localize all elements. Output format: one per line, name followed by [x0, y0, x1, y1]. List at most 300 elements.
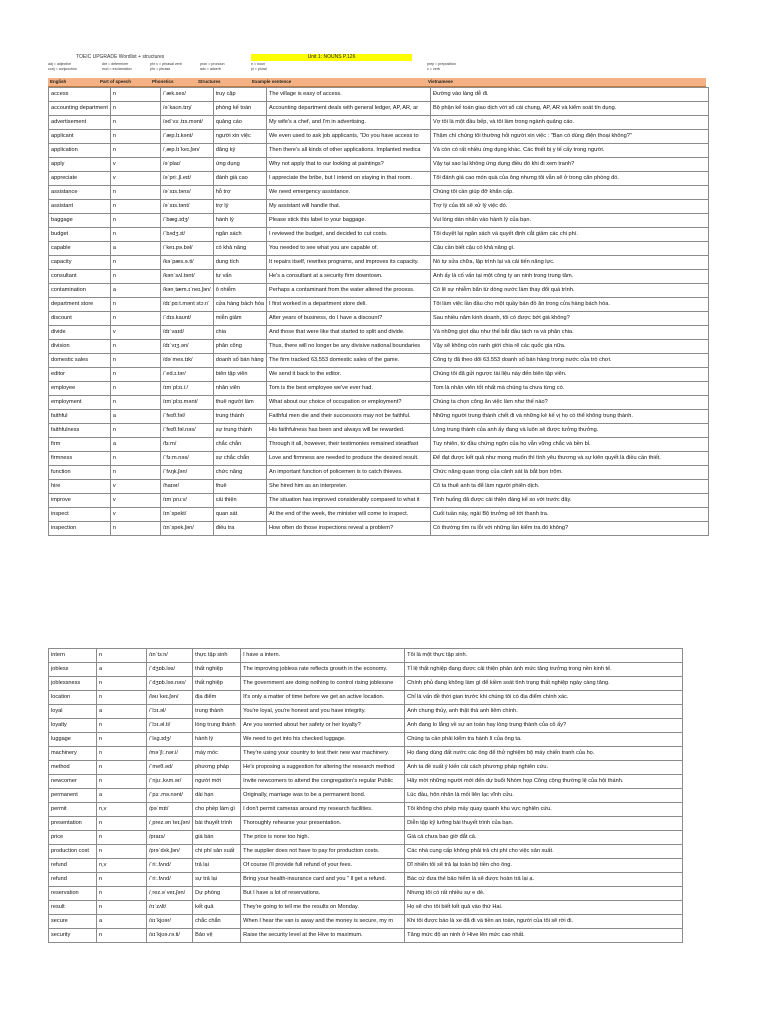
- phonetics-cell: /məˈʃiː.nər.i/: [147, 747, 193, 761]
- vietnamese-cell: Lúc đầu, hôn nhân là mối liên lạc vĩnh cửu.: [405, 789, 683, 803]
- legend-item: excl = exclamation: [102, 67, 132, 71]
- example-cell: After years of business, do I have a discount?: [266, 312, 430, 326]
- vietnamese-cell: Dĩ nhiên tôi sẽ trả lại toàn bộ tiền cho ông.: [405, 859, 683, 873]
- vietnamese-cell: Thậm chí chúng tôi thường hỏi người xin việc : "Bạn có dùng điện thoại không?": [430, 130, 708, 144]
- structure-cell: doanh số bán hàng: [213, 354, 266, 368]
- pos-cell: n: [97, 775, 147, 789]
- vietnamese-cell: Khi tôi được báo là xe đã đi và tiền an toàn, người của tôi sẽ rời đi.: [405, 915, 683, 929]
- vietnamese-cell: Tăng mức độ an ninh ở Hive lên mức cao nhất.: [405, 929, 683, 943]
- structure-cell: bài thuyết trình: [193, 817, 241, 831]
- unit-label: Unit 1: NOUNS P.126: [251, 54, 412, 61]
- vietnamese-cell: Công ty đã theo dõi 63.553 doanh số bán hàng trong nước của trò chơi.: [430, 354, 708, 368]
- pos-cell: n: [97, 831, 147, 845]
- table-row: [49, 186, 709, 200]
- english-cell: hire: [49, 480, 111, 494]
- phonetics-cell: /ˈbʌdʒ.ɪt/: [160, 228, 213, 242]
- pos-cell: n: [110, 396, 160, 410]
- pos-cell: n: [110, 144, 160, 158]
- phonetics-cell: /əˈpriː.ʃi.eɪt/: [160, 172, 213, 186]
- example-cell: Love and firmness are needed to produce the desired result.: [266, 452, 430, 466]
- english-cell: inspect: [49, 508, 111, 522]
- col-part-of-speech: Part of speech: [100, 79, 132, 84]
- pos-cell: a: [97, 663, 147, 677]
- pos-cell: n: [110, 270, 160, 284]
- pos-cell: n: [110, 368, 160, 382]
- vietnamese-cell: Có thường tìm ra lỗi với những lần kiểm tra đó không?: [430, 522, 708, 536]
- structure-cell: giá bán: [193, 831, 241, 845]
- vietnamese-cell: Vậy tại sao lại không ứng dụng điều đó khi đi xem tranh?: [430, 158, 708, 172]
- english-cell: firm: [49, 438, 111, 452]
- phonetics-cell: /ˈæp.lɪ.kənt/: [160, 130, 213, 144]
- example-cell: Tom is the best employee we've ever had.: [266, 382, 430, 396]
- wordlist-title: TOEIC UPGRADE Wordlist + structures: [76, 54, 165, 60]
- table-row: [49, 733, 683, 747]
- example-cell: The village is easy of access.: [266, 88, 430, 102]
- english-cell: assistance: [49, 186, 111, 200]
- example-cell: An important function of policemen is to catch thieves.: [266, 466, 430, 480]
- structure-cell: dung tích: [213, 256, 266, 270]
- col-structures: Structures: [198, 79, 221, 84]
- pos-cell: n: [97, 747, 147, 761]
- english-cell: application: [49, 144, 111, 158]
- pos-cell: v: [110, 172, 160, 186]
- legend-item: n = noun: [251, 62, 266, 66]
- english-cell: result: [49, 901, 97, 915]
- vietnamese-cell: Những người trung thành chết đi và những kẻ kế vị họ có thể không trung thành.: [430, 410, 708, 424]
- pos-cell: n: [110, 214, 160, 228]
- phonetics-cell: /kəˈpæs.ə.ti/: [160, 256, 213, 270]
- pos-cell: n: [110, 466, 160, 480]
- structure-cell: trung thành: [213, 410, 266, 424]
- phonetics-cell: /əˈkaʊn.tɪŋ/: [160, 102, 213, 116]
- pos-cell: n: [110, 200, 160, 214]
- table-row: [49, 452, 709, 466]
- structure-cell: cải thiện: [213, 494, 266, 508]
- legend-item: pron = pronoun: [200, 62, 225, 66]
- example-cell: And those that were like that started to split and divide.: [266, 326, 430, 340]
- table-row: [49, 200, 709, 214]
- english-cell: method: [49, 761, 97, 775]
- english-cell: machinery: [49, 747, 97, 761]
- vietnamese-cell: Và những giọt dầu như thế bắt đầu tách ra và phân chia.: [430, 326, 708, 340]
- example-cell: Then there's all kinds of other applications. Implanted medica: [266, 144, 430, 158]
- table-row: [49, 915, 683, 929]
- phonetics-cell: /ˈfʌŋk.ʃən/: [160, 466, 213, 480]
- english-cell: accounting department: [49, 102, 111, 116]
- english-cell: employee: [49, 382, 111, 396]
- table-row: [49, 705, 683, 719]
- table-row: [49, 901, 683, 915]
- phonetics-cell: /haɪər/: [160, 480, 213, 494]
- pos-cell: a: [110, 438, 160, 452]
- pos-cell: n: [97, 719, 147, 733]
- table-row: [49, 144, 709, 158]
- structure-cell: chi phí sản xuất: [193, 845, 241, 859]
- english-cell: division: [49, 340, 111, 354]
- vietnamese-cell: Vợ tôi là một đầu bếp, và tôi làm trong ngành quảng cáo.: [430, 116, 708, 130]
- english-cell: capable: [49, 242, 111, 256]
- table-row: [49, 368, 709, 382]
- example-cell: Of course i'll provide full refund of your fees.: [241, 859, 405, 873]
- phonetics-cell: /ləʊˈkeɪ.ʃən/: [147, 691, 193, 705]
- english-cell: improve: [49, 494, 111, 508]
- english-cell: faithful: [49, 410, 111, 424]
- table-row: [49, 466, 709, 480]
- example-cell: They're going to tell me the results on Monday.: [241, 901, 405, 915]
- table-row: [49, 761, 683, 775]
- structure-cell: cho phép làm gì: [193, 803, 241, 817]
- table-row: [49, 424, 709, 438]
- table-row: [49, 494, 709, 508]
- vietnamese-cell: Có lẽ sự nhiễm bẩn từ dòng nước làm thay đổi quá trình.: [430, 284, 708, 298]
- english-cell: editor: [49, 368, 111, 382]
- example-cell: The situation has improved considerably compared to what it: [266, 494, 430, 508]
- legend-item: v = verb: [427, 67, 440, 71]
- english-cell: appreciate: [49, 172, 111, 186]
- example-cell: How often do those inspections reveal a problem?: [266, 522, 430, 536]
- structure-cell: sự chắc chắn: [213, 452, 266, 466]
- structure-cell: thuê người làm: [213, 396, 266, 410]
- pos-cell: v: [110, 158, 160, 172]
- phonetics-cell: /ˌæp.lɪˈkeɪ.ʃən/: [160, 144, 213, 158]
- phonetics-cell: /fɜːm/: [160, 438, 213, 452]
- example-cell: Accounting department deals with general ledger, AP, AR, ar: [266, 102, 430, 116]
- phonetics-cell: /sɪˈkjʊə.rə.ti/: [147, 929, 193, 943]
- phonetics-cell: /ˈdɪs.kaʊnt/: [160, 312, 213, 326]
- phonetics-cell: /dəˈmes.tɪk/: [160, 354, 213, 368]
- pos-cell: n: [110, 382, 160, 396]
- phonetics-cell: /ɪmˈplɔɪ.mənt/: [160, 396, 213, 410]
- pos-cell: n: [110, 88, 160, 102]
- phonetics-cell: /ɪnˈspek.ʃən/: [160, 522, 213, 536]
- pos-cell: v: [110, 508, 160, 522]
- english-cell: location: [49, 691, 97, 705]
- pos-cell: n: [97, 901, 147, 915]
- example-cell: What about our choice of occupation or employment?: [266, 396, 430, 410]
- pos-cell: n: [110, 228, 160, 242]
- legend-item: phr = phrase: [150, 67, 171, 71]
- structure-cell: chắc chắn: [193, 915, 241, 929]
- vietnamese-cell: Để đạt được kết quả như mong muốn thì tình yêu thương và sự kiên quyết là điều cần thiết.: [430, 452, 708, 466]
- english-cell: presentation: [49, 817, 97, 831]
- example-cell: It repairs itself, rewrites programs, and improves its capacity.: [266, 256, 430, 270]
- structure-cell: trung thành: [193, 705, 241, 719]
- english-cell: loyal: [49, 705, 97, 719]
- vietnamese-cell: Chính phủ đang không làm gì để kiềm soát tình trạng thất nghiệp ngày càng tăng.: [405, 677, 683, 691]
- column-header-row: [48, 78, 706, 87]
- example-cell: I appreciate the bribe, but I intend on staying in that room.: [266, 172, 430, 186]
- phonetics-cell: /ˈæk.ses/: [160, 88, 213, 102]
- english-cell: apply: [49, 158, 111, 172]
- structure-cell: lòng trung thành: [193, 719, 241, 733]
- structure-cell: trợ lý: [213, 200, 266, 214]
- example-cell: The improving jobless rate reflects growth in the economy.: [241, 663, 405, 677]
- table-row: [49, 522, 709, 536]
- structure-cell: biên tập viên: [213, 368, 266, 382]
- vietnamese-cell: Cô ta thuê anh ta để làm người phiên dịch.: [430, 480, 708, 494]
- table-row: [49, 859, 683, 873]
- table-row: [49, 775, 683, 789]
- pos-cell: a: [110, 242, 160, 256]
- col-vietnamese: Vietnamese: [428, 79, 453, 84]
- table-row: [49, 298, 709, 312]
- wordlist-table-1: [48, 87, 709, 536]
- phonetics-cell: /pəˈmɪt/: [147, 803, 193, 817]
- legend-item: adj = adjective: [48, 62, 72, 66]
- vietnamese-cell: Diễn tập kỹ lưỡng bài thuyết trình của bạn.: [405, 817, 683, 831]
- example-cell: Are you worried about her safety or her loyalty?: [241, 719, 405, 733]
- english-cell: refund: [49, 873, 97, 887]
- pos-cell: n: [110, 340, 160, 354]
- phonetics-cell: /ɪmˈplɔɪ.iː/: [160, 382, 213, 396]
- english-cell: department store: [49, 298, 111, 312]
- english-cell: intern: [49, 649, 97, 663]
- phonetics-cell: /ɪnˈtɜːn/: [147, 649, 193, 663]
- table-row: [49, 382, 709, 396]
- pos-cell: n: [110, 186, 160, 200]
- vietnamese-cell: Anh đang lo lắng về sự an toàn hay lòng trung thành của cô ấy?: [405, 719, 683, 733]
- vietnamese-cell: Cậu cần biết cậu có khả năng gì.: [430, 242, 708, 256]
- pos-cell: n: [97, 733, 147, 747]
- pos-cell: a: [97, 915, 147, 929]
- phonetics-cell: /əˈplaɪ/: [160, 158, 213, 172]
- col-english: English: [50, 79, 67, 84]
- vietnamese-cell: Sau nhiều năm kinh doanh, tôi có được bớt giá không?: [430, 312, 708, 326]
- phonetics-cell: /ˈdʒɒb.ləs.nəs/: [147, 677, 193, 691]
- structure-cell: trả lại: [193, 859, 241, 873]
- pos-cell: n: [110, 116, 160, 130]
- vietnamese-cell: Tình huống đã được cải thiện đáng kể so với trước đây.: [430, 494, 708, 508]
- example-cell: We even used to ask job applicants, "Do you have access to: [266, 130, 430, 144]
- structure-cell: hỗ trợ: [213, 186, 266, 200]
- structure-cell: điều tra: [213, 522, 266, 536]
- legend-item: adv = adverb: [200, 67, 221, 71]
- english-cell: jobless: [49, 663, 97, 677]
- example-cell: I don't permit cameras around my research facilities.: [241, 803, 405, 817]
- pos-cell: n: [97, 845, 147, 859]
- example-cell: Bring your health-insurance card and you " ll get a refund.: [241, 873, 405, 887]
- english-cell: contamination: [49, 284, 111, 298]
- legend-col-4: [200, 62, 224, 72]
- example-cell: The price is none too high.: [241, 831, 405, 845]
- phonetics-cell: /ˈfɜːm.nəs/: [160, 452, 213, 466]
- english-cell: joblessness: [49, 677, 97, 691]
- phonetics-cell: /ˈdʒɒb.ləs/: [147, 663, 193, 677]
- example-cell: Raise the security level at the Hive to maximum.: [241, 929, 405, 943]
- vietnamese-cell: Tôi duyệt lại ngân sách và quyết định cắt giảm các chi phí.: [430, 228, 708, 242]
- structure-cell: tư vấn: [213, 270, 266, 284]
- english-cell: discount: [49, 312, 111, 326]
- structure-cell: đăng ký: [213, 144, 266, 158]
- english-cell: inspection: [49, 522, 111, 536]
- table-row: [49, 410, 709, 424]
- english-cell: production cost: [49, 845, 97, 859]
- english-cell: reservation: [49, 887, 97, 901]
- phonetics-cell: /ˈriː.fʌnd/: [147, 873, 193, 887]
- structure-cell: thực tập sinh: [193, 649, 241, 663]
- vietnamese-cell: Hãy mời những người mới đến dự buổi Nhóm họp Công cộng thường lệ của hội thánh.: [405, 775, 683, 789]
- table-row: [49, 747, 683, 761]
- example-cell: She hired him as an interpreter.: [266, 480, 430, 494]
- english-cell: function: [49, 466, 111, 480]
- phonetics-cell: /kənˌtæm.ɪˈneɪ.ʃən/: [160, 284, 213, 298]
- english-cell: permit: [49, 803, 97, 817]
- structure-cell: ngân sách: [213, 228, 266, 242]
- vietnamese-cell: Chúng tôi cần giúp đỡ khẩn cấp.: [430, 186, 708, 200]
- phonetics-cell: /ɪmˈpruːv/: [160, 494, 213, 508]
- example-cell: Why not apply that to our looking at paintings?: [266, 158, 430, 172]
- phonetics-cell: /ˈkeɪ.pə.bəl/: [160, 242, 213, 256]
- structure-cell: quảng cáo: [213, 116, 266, 130]
- table-row: [49, 677, 683, 691]
- vietnamese-cell: Và còn có rất nhiều ứng dụng khác. Các thiết bị y tế cấy trong người.: [430, 144, 708, 158]
- example-cell: I reviewed the budget, and decided to cut costs.: [266, 228, 430, 242]
- phonetics-cell: /ˈlɔɪ.əl/: [147, 705, 193, 719]
- structure-cell: người mới: [193, 775, 241, 789]
- phonetics-cell: /dɪˈvaɪd/: [160, 326, 213, 340]
- pos-cell: n: [97, 761, 147, 775]
- vietnamese-cell: Chúng ta chọn công ăn việc làm như thế nào?: [430, 396, 708, 410]
- english-cell: permanent: [49, 789, 97, 803]
- pos-cell: n: [97, 887, 147, 901]
- structure-cell: ô nhiễm: [213, 284, 266, 298]
- table-row: [49, 396, 709, 410]
- english-cell: employment: [49, 396, 111, 410]
- example-cell: The government are doing nothing to control rising joblessne: [241, 677, 405, 691]
- table-row: [49, 789, 683, 803]
- vietnamese-cell: Các nhà cung cấp không phải trả chi phí cho việc sản xuất.: [405, 845, 683, 859]
- pos-cell: a: [97, 789, 147, 803]
- example-cell: Through it all, however, their testimonies remained steadfast: [266, 438, 430, 452]
- vietnamese-cell: Tôi là một thực tập sinh.: [405, 649, 683, 663]
- structure-cell: cửa hàng bách hóa: [213, 298, 266, 312]
- vietnamese-cell: Họ sẽ cho tôi biết kết quả vào thứ Hai.: [405, 901, 683, 915]
- vietnamese-cell: Chúng ta cần phải kiểm tra hành lí của ông ta.: [405, 733, 683, 747]
- vietnamese-cell: Đường vào làng dễ đi.: [430, 88, 708, 102]
- phonetics-cell: /ˈbæɡ.ɪdʒ/: [160, 214, 213, 228]
- legend-item: det = determiner: [102, 62, 129, 66]
- phonetics-cell: /ɪnˈspekt/: [160, 508, 213, 522]
- phonetics-cell: /ˈed.ɪ.tər/: [160, 368, 213, 382]
- example-cell: Thoroughly rehearse your presentation.: [241, 817, 405, 831]
- phonetics-cell: /praɪs/: [147, 831, 193, 845]
- example-cell: Originally, marriage was to be a permanent bond.: [241, 789, 405, 803]
- phonetics-cell: /prəˈdʌk.ʃən/: [147, 845, 193, 859]
- col-phonetics: Phonetics: [152, 79, 174, 84]
- phonetics-cell: /rɪˈzʌlt/: [147, 901, 193, 915]
- structure-cell: máy móc: [193, 747, 241, 761]
- english-cell: budget: [49, 228, 111, 242]
- example-cell: I first worked in a department store deli.: [266, 298, 430, 312]
- phonetics-cell: /sɪˈkjʊər/: [147, 915, 193, 929]
- structure-cell: quan sát: [213, 508, 266, 522]
- english-cell: consultant: [49, 270, 111, 284]
- english-cell: price: [49, 831, 97, 845]
- english-cell: advertisement: [49, 116, 111, 130]
- table-row: [49, 88, 709, 102]
- example-cell: His faithfulness has been and always will be rewarded.: [266, 424, 430, 438]
- structure-cell: thất nghiệp: [193, 677, 241, 691]
- pos-cell: n: [110, 256, 160, 270]
- example-cell: We send it back to the editor.: [266, 368, 430, 382]
- structure-cell: ứng dụng: [213, 158, 266, 172]
- example-cell: We need emergency assistance.: [266, 186, 430, 200]
- legend-col-2: [102, 62, 132, 72]
- vietnamese-cell: Lòng trung thành của anh ấy đang và luôn sẽ được tưởng thưởng.: [430, 424, 708, 438]
- table-row: [49, 354, 709, 368]
- structure-cell: người xin việc: [213, 130, 266, 144]
- pos-cell: a: [97, 705, 147, 719]
- table-row: [49, 929, 683, 943]
- table-row: [49, 158, 709, 172]
- pos-cell: n: [97, 873, 147, 887]
- structure-cell: Dự phòng: [193, 887, 241, 901]
- table-row: [49, 508, 709, 522]
- table-row: [49, 312, 709, 326]
- pos-cell: v: [110, 494, 160, 508]
- english-cell: luggage: [49, 733, 97, 747]
- pos-cell: v: [110, 480, 160, 494]
- structure-cell: nhân viên: [213, 382, 266, 396]
- example-cell: They're using your country to test their new war machinery.: [241, 747, 405, 761]
- phonetics-cell: /ˈlɔɪ.əl.ti/: [147, 719, 193, 733]
- phonetics-cell: /ˈfeɪθ.fəl.nəs/: [160, 424, 213, 438]
- phonetics-cell: /dɪˈpɑːt.mənt stɔːr/: [160, 298, 213, 312]
- pos-cell: n: [110, 130, 160, 144]
- legend-item: prep = preposition: [427, 62, 456, 66]
- example-cell: You're loyal, you're honest and you have integrity.: [241, 705, 405, 719]
- vietnamese-cell: Tôi làm việc lần đầu cho một quầy bán đồ ăn trong cửa hàng bách hóa.: [430, 298, 708, 312]
- table-row: [49, 887, 683, 901]
- table-row: [49, 116, 709, 130]
- table-row: [49, 102, 709, 116]
- english-cell: access: [49, 88, 111, 102]
- phonetics-cell: /ˈmeθ.əd/: [147, 761, 193, 775]
- table-row: [49, 691, 683, 705]
- structure-cell: phân công: [213, 340, 266, 354]
- english-cell: firmness: [49, 452, 111, 466]
- structure-cell: chắc chắn: [213, 438, 266, 452]
- english-cell: baggage: [49, 214, 111, 228]
- col-example: Example sentence: [252, 79, 292, 84]
- vietnamese-cell: Họ đang dùng đất nước các ông để thử nghiệm bộ máy chiến tranh của họ.: [405, 747, 683, 761]
- structure-cell: phòng kế toán: [213, 102, 266, 116]
- structure-cell: địa điểm: [193, 691, 241, 705]
- example-cell: But I have a lot of reservations.: [241, 887, 405, 901]
- pos-cell: n: [110, 452, 160, 466]
- example-cell: At the end of the week, the minister will come to inspect.: [266, 508, 430, 522]
- pos-cell: v: [110, 326, 160, 340]
- example-cell: We need to get into his checked luggage.: [241, 733, 405, 747]
- structure-cell: phương pháp: [193, 761, 241, 775]
- legend-col-6: [427, 62, 456, 72]
- vietnamese-cell: Bác cứ đưa thẻ bảo hiểm là sẽ được hoàn trả lại ạ.: [405, 873, 683, 887]
- example-cell: The firm tracked 63,553 domestic sales of the game.: [266, 354, 430, 368]
- table-row: [49, 130, 709, 144]
- table-row: [49, 242, 709, 256]
- table-row: [49, 340, 709, 354]
- vietnamese-cell: Vậy sẽ không còn ranh giới chia rẽ các quốc gia nữa.: [430, 340, 708, 354]
- english-cell: faithfulness: [49, 424, 111, 438]
- table-row: [49, 256, 709, 270]
- vietnamese-cell: Chúng tôi đã gửi ngược tài liệu này đến biên tập viên.: [430, 368, 708, 382]
- pos-cell: n,v: [97, 803, 147, 817]
- legend-col-1: [48, 62, 77, 72]
- pos-cell: n: [97, 929, 147, 943]
- example-cell: He's a consultant at a security firm downtown.: [266, 270, 430, 284]
- example-cell: I have a intern.: [241, 649, 405, 663]
- legend-item: pl = plural: [251, 67, 267, 71]
